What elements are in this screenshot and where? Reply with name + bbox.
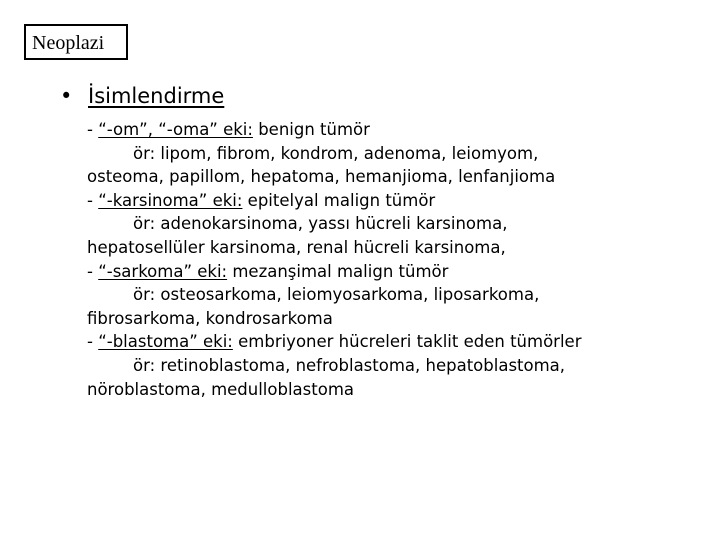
dash-prefix: -: [87, 332, 99, 352]
suffix-description: epitelyal malign tümör: [242, 190, 436, 210]
section-heading-sarkoma: [87, 260, 700, 284]
section-list: [87, 118, 700, 401]
examples-line: nöroblastoma, medulloblastoma: [87, 379, 355, 399]
bullet-icon: •: [60, 84, 73, 108]
examples-line: ör: lipom, fibrom, kondrom, adenoma, leiomyom,: [133, 143, 539, 163]
suffix-label: “-om”, “-oma” eki:: [98, 120, 253, 139]
slide-title: Neoplazi: [24, 24, 128, 60]
slide-content: [60, 78, 700, 401]
dash-prefix: -: [87, 190, 99, 210]
examples-line: fibrosarkoma, kondrosarkoma: [87, 308, 333, 328]
section-heading-om: [87, 118, 700, 142]
suffix-description: mezanşimal malign tümör: [227, 261, 449, 281]
examples-line: ör: osteosarkoma, leiomyosarkoma, liposarkoma,: [133, 285, 540, 305]
examples-line: ör: adenokarsinoma, yassı hücreli karsinoma,: [133, 214, 508, 234]
examples-line: osteoma, papillom, hepatoma, hemanjioma, lenfanjioma: [87, 167, 556, 187]
bullet-heading: İsimlendirme: [88, 84, 225, 108]
bullet-item: [60, 78, 700, 114]
suffix-label: “-sarkoma” eki:: [98, 261, 228, 281]
suffix-label: “-karsinoma” eki:: [98, 190, 243, 210]
dash-prefix: -: [87, 261, 99, 281]
examples-line: hepatosellüler karsinoma, renal hücreli karsinoma,: [87, 237, 506, 257]
section-heading-karsinoma: [87, 189, 700, 213]
dash-prefix: -: [87, 120, 99, 139]
suffix-label: “-blastoma” eki:: [98, 332, 233, 352]
examples-line: ör: retinoblastoma, nefroblastoma, hepatoblastoma,: [133, 355, 566, 375]
suffix-description: benign tümör: [252, 120, 370, 139]
suffix-description: embriyoner hücreleri taklit eden tümörler: [232, 332, 582, 352]
section-heading-blastoma: [87, 330, 700, 354]
